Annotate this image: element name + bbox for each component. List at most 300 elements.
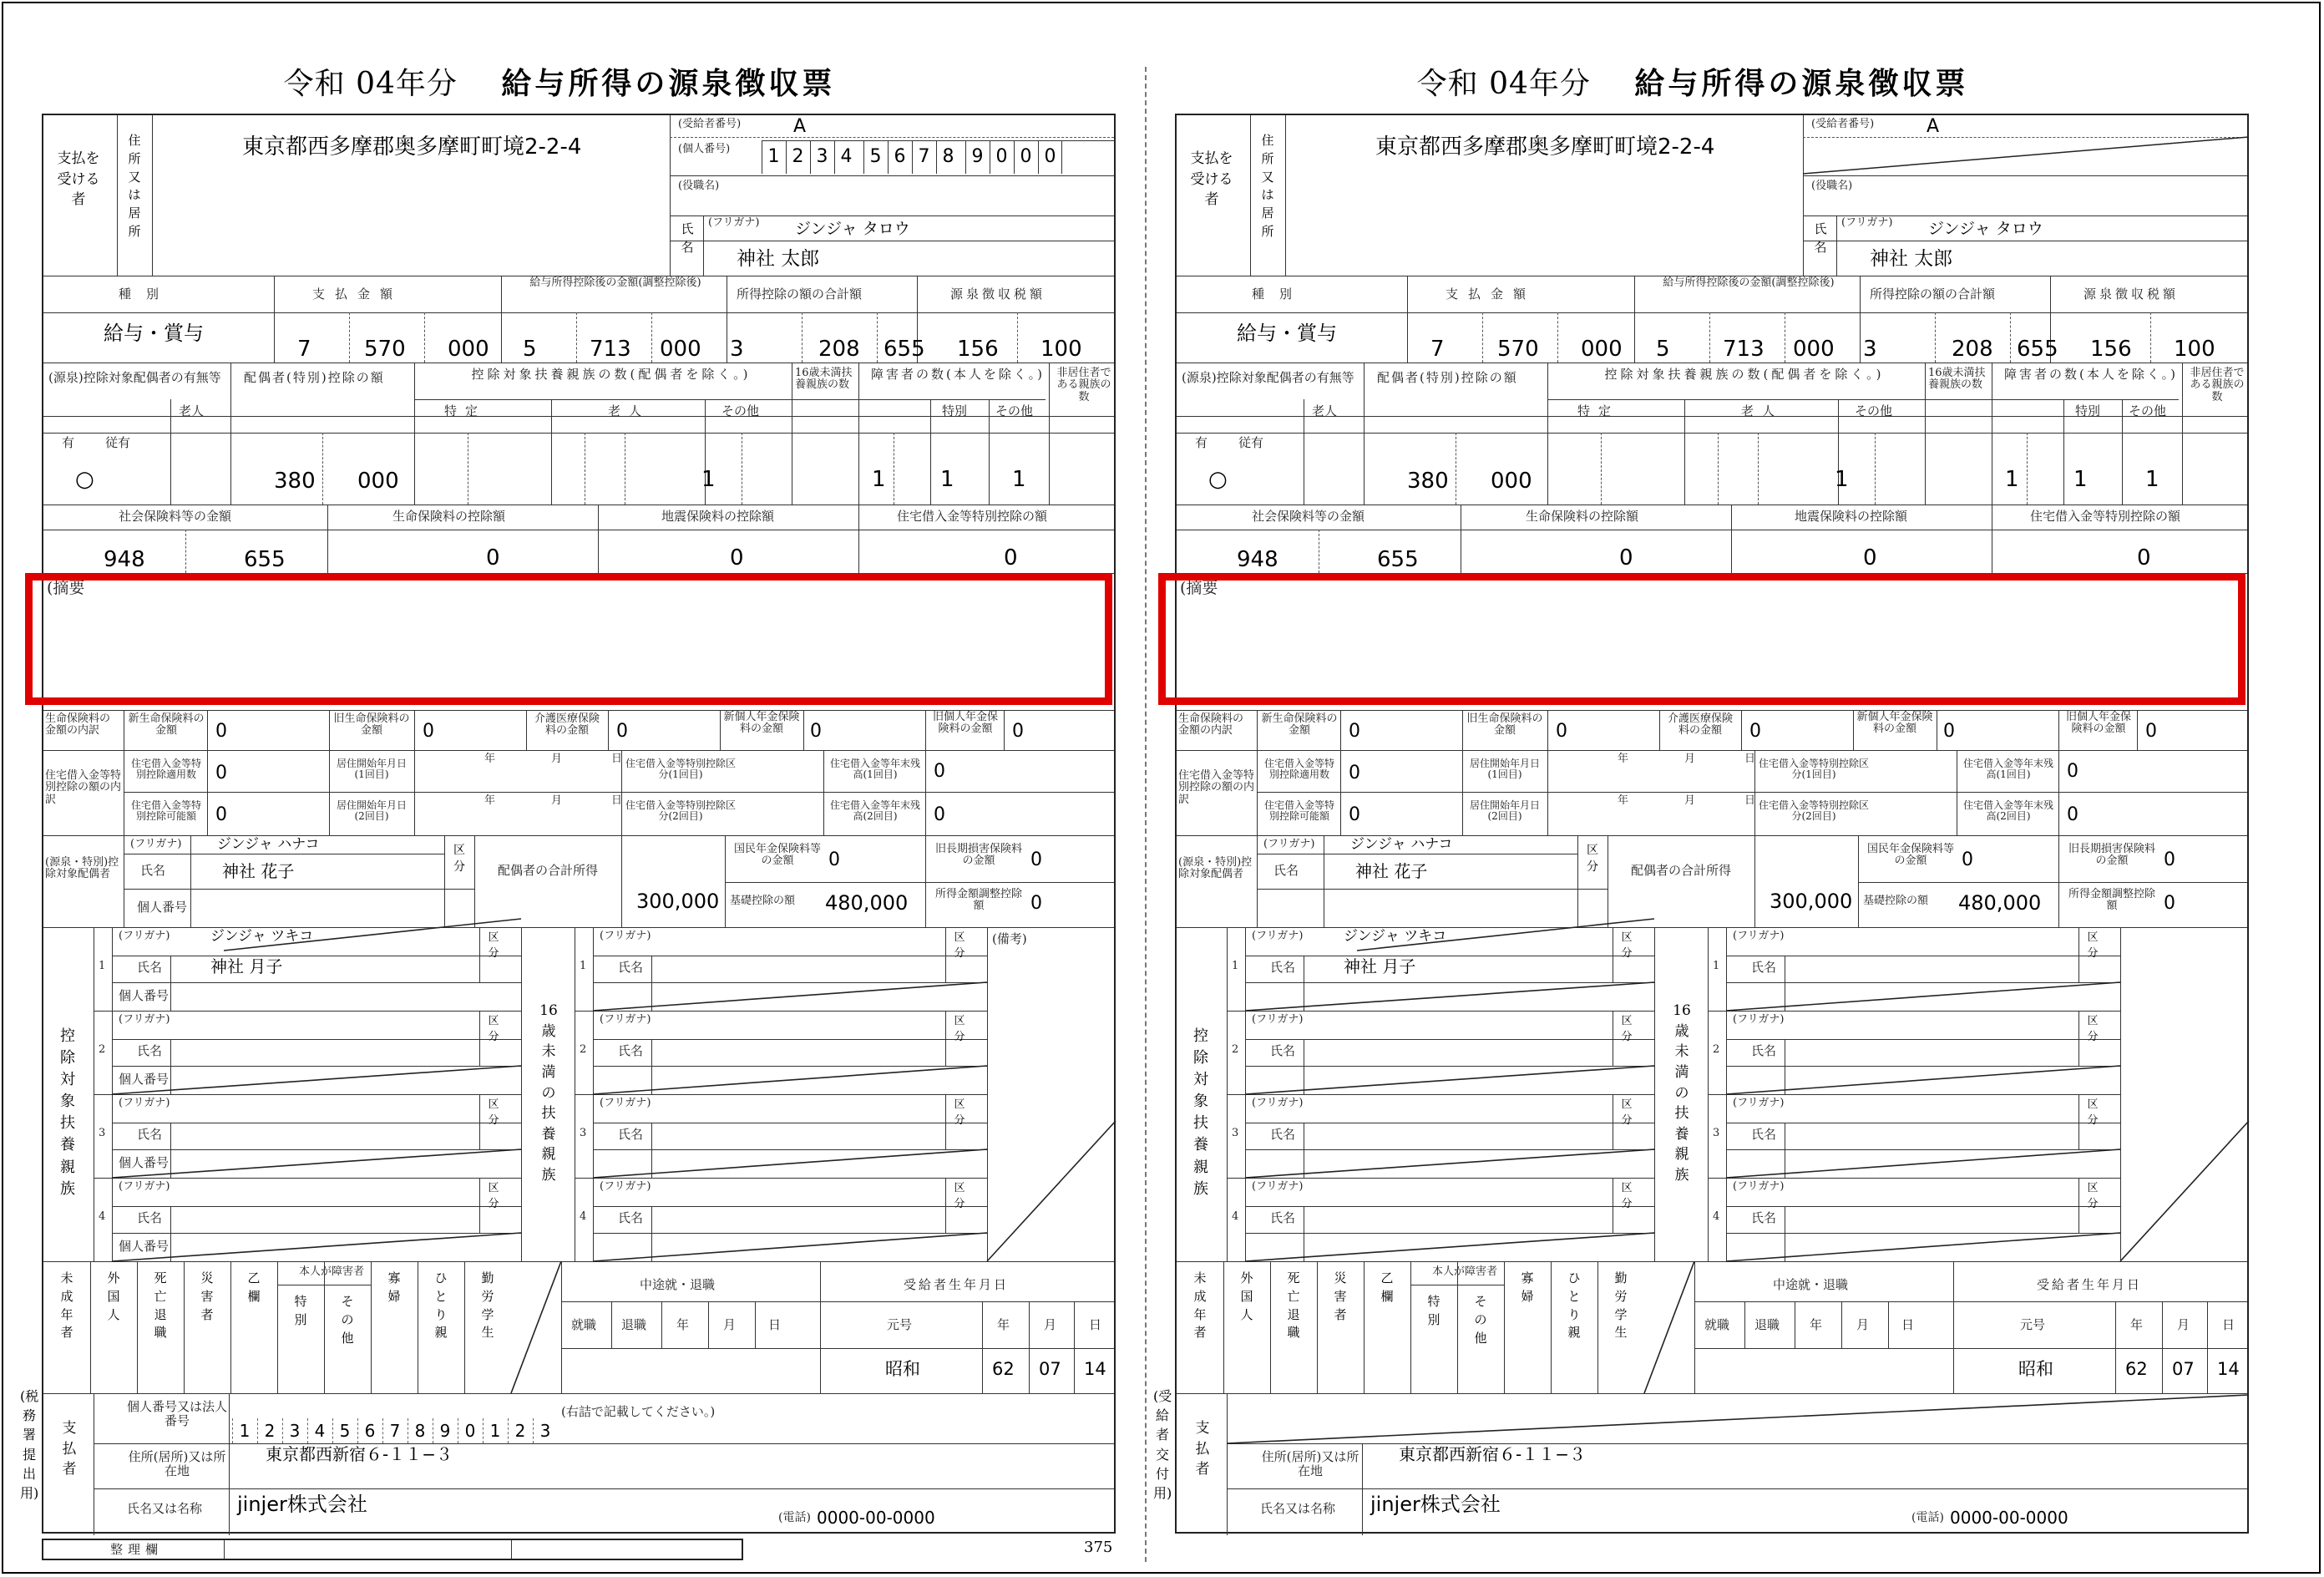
- spouse-name: 神社 花子: [1355, 861, 1428, 881]
- residence-start2-label: 居住開始年月日(2回目): [336, 799, 407, 823]
- month-label-1: 月: [1684, 753, 1696, 765]
- housing-years-label: 住宅借入金等特別控除適用数: [1263, 758, 1334, 781]
- flag-label: 乙欄: [247, 1270, 261, 1304]
- specific-label: 特定: [1577, 403, 1620, 418]
- type-value: 給与・賞与: [1237, 322, 1337, 345]
- personal-no-digit: 2: [786, 140, 809, 174]
- spouse-furigana-label: (フリガナ): [1263, 838, 1315, 850]
- housing-possible-label: 住宅借入金等特別控除可能額: [1263, 799, 1334, 823]
- deduction-units: 655: [2017, 337, 2058, 362]
- spouse-section-label: (源泉・特別)控除対象配偶者: [45, 856, 119, 881]
- right-row-number: 3: [580, 1127, 587, 1139]
- dependent-personal-no-label: 個人番号: [119, 1155, 170, 1170]
- dependent-name-label: 氏名: [618, 1127, 644, 1142]
- dependent-furigana-label: (フリガナ): [600, 1180, 651, 1193]
- payer-no-digit: 1: [483, 1418, 507, 1443]
- form-title: [1133, 60, 2252, 103]
- flag-strike-line: [43, 115, 1117, 1535]
- dependent-furigana-label: (フリガナ): [600, 1097, 651, 1109]
- dependent-name-label: 氏名: [1270, 1210, 1296, 1225]
- birth-year: 62: [992, 1359, 1015, 1379]
- birth-label: 受給者生年月日: [904, 1277, 1010, 1292]
- spouse-income-label: 配偶者の合計所得: [1630, 863, 1731, 878]
- tel-label: (電話): [778, 1511, 811, 1524]
- flag-label: 特別: [294, 1294, 307, 1327]
- personal-no-digit: 8: [936, 140, 959, 174]
- furigana-value: ジンジャ タロウ: [1928, 220, 2043, 238]
- housing-kind2-label: 住宅借入金等特別控除区分(2回目): [625, 799, 736, 823]
- payer-label: 支払者: [62, 1420, 77, 1478]
- birth-year: 62: [2125, 1359, 2148, 1379]
- payment-label: 支払金額: [312, 286, 403, 302]
- mid-day-label: 日: [768, 1317, 782, 1332]
- flag-label: 寡婦: [1521, 1270, 1534, 1304]
- spouse-name-label: 氏名: [140, 863, 166, 878]
- dependent-name-label: 氏名: [137, 1127, 163, 1142]
- dependent-kubun-label: 区分: [954, 1182, 965, 1210]
- day-label-2: 日: [1744, 794, 1756, 807]
- after-deduction-label: 給与所得控除後の金額(調整控除後): [1663, 276, 1835, 289]
- side-label: (税務署提出用): [20, 1388, 39, 1501]
- payment-label: 支払金額: [1446, 286, 1537, 302]
- furigana-value: ジンジャ タロウ: [795, 220, 910, 238]
- payer-addr-label: 住所(居所)又は所在地: [128, 1449, 226, 1478]
- spouse-section-label: (源泉・特別)控除対象配偶者: [1178, 856, 1253, 881]
- dependent-furigana-label: (フリガナ): [1733, 1180, 1785, 1193]
- name-value: 神社 太郎: [1870, 248, 1953, 270]
- dependent-kubun-label: 区分: [954, 931, 965, 960]
- year-label-1: 年: [1618, 753, 1629, 765]
- other-label: その他: [722, 403, 760, 418]
- dependent-name-label: 氏名: [618, 1210, 644, 1225]
- dependent-furigana-label: (フリガナ): [119, 1097, 170, 1109]
- social-label: 社会保険料等の金額: [1252, 509, 1365, 524]
- dependent-furigana-label: (フリガナ): [119, 1013, 170, 1026]
- flag-label: 死亡退職: [154, 1270, 167, 1341]
- elderly2-label: 老人: [608, 403, 651, 418]
- payer-no-digit: 9: [433, 1418, 457, 1443]
- dependents-label: 控除対象扶養親族の数(配偶者を除く。): [471, 367, 752, 382]
- housing-years-value: 0: [215, 763, 227, 783]
- dependent-personal-no-label: 個人番号: [119, 1072, 170, 1087]
- birth-day-label: 日: [1089, 1317, 1102, 1332]
- dependents-section-label: 控除対象扶養親族: [60, 1027, 75, 1198]
- housing-balance1-value: 0: [2067, 761, 2078, 782]
- right-row-number: 2: [580, 1043, 587, 1056]
- day-label-1: 日: [611, 753, 623, 765]
- era-label: 元号: [2020, 1317, 2046, 1332]
- recipient-no: A: [793, 116, 807, 137]
- dependent-kubun-label: 区分: [488, 1182, 499, 1210]
- address-value: 東京都西多摩郡奥多摩町町境2-2-4: [1375, 134, 1715, 160]
- personal-no-digit: 3: [810, 140, 833, 174]
- day-label-2: 日: [611, 794, 623, 807]
- social-units: 655: [1377, 547, 1419, 572]
- dependent-furigana-label: (フリガナ): [600, 1013, 651, 1026]
- ins-breakdown-label: 生命保険料の金額の内訳: [45, 712, 111, 738]
- year-label-2: 年: [484, 794, 496, 807]
- left-row-number: 1: [99, 960, 106, 972]
- flag-label: 外国人: [107, 1270, 120, 1322]
- dependent-name-label: 氏名: [1270, 960, 1296, 975]
- month-label-2: 月: [1684, 794, 1696, 807]
- retire-label: 退職: [1754, 1317, 1780, 1332]
- flag-label: その他: [1474, 1294, 1487, 1346]
- new-life-label: 新生命保険料の金額: [1261, 712, 1338, 738]
- dependent-name-label: 氏名: [618, 960, 644, 975]
- nonresident-label: 非居住者である親族の数: [2190, 367, 2245, 403]
- self-disabled-label: 本人が障害者: [299, 1265, 365, 1278]
- payment-millions: 7: [1430, 337, 1445, 362]
- month-label-1: 月: [551, 753, 563, 765]
- payment-millions: 7: [297, 337, 311, 362]
- dependent-kubun-label: 区分: [954, 1015, 965, 1043]
- era-label: 元号: [887, 1317, 913, 1332]
- mid-day-label: 日: [1901, 1317, 1915, 1332]
- new-life-value: 0: [1349, 721, 1360, 742]
- payment-units: 000: [1581, 337, 1623, 362]
- care-label: 介護医療保険料の金額: [1667, 712, 1733, 738]
- flag-label: 乙欄: [1380, 1270, 1394, 1304]
- subordinate-label: 従有: [1238, 435, 1264, 450]
- tax-units: 100: [1040, 337, 1082, 362]
- personal-no-digit: 0: [990, 140, 1013, 174]
- spouse-ded-units: 000: [1491, 469, 1532, 494]
- dependent-furigana-label: (フリガナ): [1252, 1097, 1304, 1109]
- personal-no-digit: 7: [912, 140, 935, 174]
- after-deduction-label: 給与所得控除後の金額(調整控除後): [529, 276, 701, 289]
- dependents-other-count: 1: [701, 467, 716, 492]
- recipient-no: A: [1927, 116, 1940, 137]
- adjust-label: 所得金額調整控除額: [2068, 888, 2155, 913]
- dependent-name-label: 氏名: [137, 1043, 163, 1058]
- care-label: 介護医療保険料の金額: [534, 712, 600, 738]
- spouse-mark: ○: [75, 467, 94, 492]
- residence-start2-label: 居住開始年月日(2回目): [1469, 799, 1540, 823]
- old-pension-label: 旧個人年金保険料の金額: [932, 711, 998, 736]
- dependent1-name: 神社 月子: [1344, 956, 1416, 976]
- form-grid: [42, 114, 1116, 1534]
- dependent-kubun-label: 区分: [2087, 931, 2099, 960]
- name-label: 氏名: [1814, 221, 1827, 255]
- housing-kind1-label: 住宅借入金等特別控除区分(1回目): [1758, 758, 1869, 781]
- dependents-label: 控除対象扶養親族の数(配偶者を除く。): [1604, 367, 1885, 382]
- deduction-total-label: 所得控除の額の合計額: [1870, 286, 1996, 302]
- spouse-deduction-label: 配偶者(特別)控除の額: [1377, 370, 1518, 385]
- left-row-number: 2: [1232, 1043, 1239, 1056]
- disabled-special-count: 1: [2073, 467, 2088, 492]
- new-pension-label: 新個人年金保険料の金額: [1856, 711, 1933, 736]
- old-long-label: 旧長期損害保険料の金額: [934, 843, 1022, 868]
- birth-month: 07: [1039, 1359, 1061, 1379]
- deduction-total-label: 所得控除の額の合計額: [737, 286, 863, 302]
- withholding-slip-tax-office: [0, 0, 1119, 1577]
- dependent-kubun-label: 区分: [1621, 931, 1633, 960]
- housing-kind2-label: 住宅借入金等特別控除区分(2回目): [1758, 799, 1869, 823]
- employ-label: 就職: [1704, 1317, 1730, 1332]
- left-row-number: 2: [99, 1043, 106, 1056]
- mid-year-label: 年: [1810, 1317, 1823, 1332]
- birth-year-label: 年: [997, 1317, 1010, 1332]
- dependent-furigana-label: (フリガナ): [600, 930, 651, 942]
- spouse-mark: ○: [1208, 467, 1228, 492]
- dependent-kubun-label: 区分: [954, 1098, 965, 1127]
- after-thousands: 713: [1723, 337, 1765, 362]
- withholding-slip-recipient: [1133, 0, 2252, 1577]
- spouse-income: 300,000: [636, 890, 720, 913]
- birth-day: 14: [1084, 1359, 1106, 1379]
- personal-no-label: (個人番号): [678, 143, 731, 155]
- position-label: (役職名): [678, 180, 720, 192]
- old-long: 0: [2164, 849, 2175, 870]
- disabled-label: 障害者の数(本人を除く。): [2004, 367, 2178, 382]
- special-label: 特別: [942, 403, 968, 418]
- month-label-2: 月: [551, 794, 563, 807]
- old-pension-value: 0: [2145, 721, 2157, 742]
- payment-thousands: 570: [1497, 337, 1539, 362]
- right-row-number: 1: [580, 960, 587, 972]
- yes-label: 有: [1195, 435, 1208, 450]
- payer-no-digit: 3: [533, 1418, 557, 1443]
- dependent-name-label: 氏名: [1751, 1127, 1777, 1142]
- nonresident-label: 非居住者である親族の数: [1056, 367, 1111, 403]
- tax-label: 源泉徴収税額: [2083, 286, 2180, 302]
- payer-name: jinjer株式会社: [1370, 1493, 1501, 1516]
- right-row-number: 4: [1713, 1210, 1720, 1223]
- flag-label: 災害者: [200, 1270, 214, 1322]
- address-label: 住所又は居所: [1261, 133, 1274, 239]
- spouse-name: 神社 花子: [222, 861, 295, 881]
- care-value: 0: [616, 721, 628, 742]
- basic-label: 基礎控除の額: [730, 895, 796, 907]
- specific-label: 特定: [444, 403, 487, 418]
- spouse-ded-thousands: 380: [1407, 469, 1449, 494]
- dependent-kubun-label: 区分: [1621, 1098, 1633, 1127]
- special-label: 特別: [2075, 403, 2101, 418]
- spouse-furigana-label: (フリガナ): [130, 838, 182, 850]
- other-label: その他: [1855, 403, 1893, 418]
- flag-label: 外国人: [1240, 1270, 1253, 1322]
- spouse-furigana: ジンジャ ハナコ: [1350, 836, 1453, 853]
- payer-no-void-line: [1177, 115, 2251, 1535]
- midyear-label: 中途就・退職: [1773, 1277, 1849, 1292]
- flag-label: 特別: [1427, 1294, 1440, 1327]
- national-pension: 0: [828, 849, 840, 870]
- basic-value: 480,000: [1958, 891, 2042, 915]
- social-thousands: 948: [1237, 547, 1278, 572]
- dependent-kubun-label: 区分: [488, 931, 499, 960]
- payer-no-digit: 7: [382, 1418, 407, 1443]
- dependent-name-label: 氏名: [137, 960, 163, 975]
- after-units: 000: [1793, 337, 1835, 362]
- housing-breakdown-label: 住宅借入金等特別控除の額の内訳: [45, 769, 122, 806]
- personal-no-digit: 6: [888, 140, 911, 174]
- dependent1-name: 神社 月子: [210, 956, 283, 976]
- payment-units: 000: [448, 337, 489, 362]
- title-era: 令和: [1416, 67, 1479, 101]
- housing-balance2-value: 0: [2067, 804, 2078, 825]
- flag-label: 勤労学生: [481, 1270, 494, 1341]
- dependent-name-label: 氏名: [618, 1043, 644, 1058]
- dependent-furigana-label: (フリガナ): [1252, 1013, 1304, 1026]
- elderly-label: 老人: [1312, 403, 1338, 418]
- personal-no-digit: 4: [834, 140, 858, 174]
- dependent-personal-no-label: 個人番号: [119, 1239, 170, 1254]
- old-long-label: 旧長期損害保険料の金額: [2068, 843, 2155, 868]
- housing-label: 住宅借入金等特別控除の額: [897, 509, 1048, 524]
- memo-label: (摘要: [47, 579, 85, 597]
- title-year: 04年分: [1489, 67, 1591, 101]
- year-label-2: 年: [1618, 794, 1629, 807]
- payer-no-digit: 2: [257, 1418, 281, 1443]
- deduction-millions: 3: [730, 337, 744, 362]
- disabled-other-count: 1: [1012, 467, 1026, 492]
- under16-label: 16歳未満扶養親族の数: [1928, 367, 1986, 392]
- dependent-furigana-label: (フリガナ): [1733, 1013, 1785, 1026]
- payer-no-digit: 2: [508, 1418, 532, 1443]
- basic-value: 480,000: [825, 891, 909, 915]
- dependent-name-label: 氏名: [1270, 1127, 1296, 1142]
- personal-no-digit: 5: [863, 140, 887, 174]
- social-label: 社会保険料等の金額: [119, 509, 232, 524]
- dependent-kubun-label: 区分: [2087, 1182, 2099, 1210]
- disabled-other-count: 1: [2145, 467, 2159, 492]
- page-number: 375: [1084, 1539, 1113, 1556]
- position-label: (役職名): [1811, 180, 1853, 192]
- spouse-label: (源泉)控除対象配偶者の有無等: [48, 370, 221, 385]
- spouse-ded-thousands: 380: [274, 469, 316, 494]
- title-main: 給与所得の源泉徴収票: [501, 67, 836, 101]
- payer-no-digit: 6: [357, 1418, 382, 1443]
- dependent-furigana-label: (フリガナ): [1252, 930, 1304, 942]
- name-value: 神社 太郎: [737, 248, 820, 270]
- payer-addr-label: 住所(居所)又は所在地: [1261, 1449, 1359, 1478]
- ins-breakdown-label: 生命保険料の金額の内訳: [1178, 712, 1244, 738]
- dependent-kubun-label: 区分: [488, 1098, 499, 1127]
- adjust-value: 0: [2164, 893, 2175, 914]
- tel-label: (電話): [1911, 1511, 1944, 1524]
- title-year: 04年分: [356, 67, 458, 101]
- life-label: 生命保険料の控除額: [392, 509, 506, 524]
- spouse-deduction-label: 配偶者(特別)控除の額: [244, 370, 385, 385]
- side-label: (受給者交付用): [1153, 1388, 1172, 1501]
- housing-balance1-label: 住宅借入金等年末残高(1回目): [829, 758, 920, 781]
- furigana-label: (フリガナ): [708, 216, 760, 229]
- mid-month-label: 月: [723, 1317, 737, 1332]
- tax-units: 100: [2174, 337, 2215, 362]
- adjust-label: 所得金額調整控除額: [934, 888, 1022, 913]
- housing-kind1-label: 住宅借入金等特別控除区分(1回目): [625, 758, 736, 781]
- old-life-label: 旧生命保険料の金額: [1466, 712, 1543, 738]
- dependent-furigana-label: (フリガナ): [119, 1180, 170, 1193]
- address-label: 住所又は居所: [128, 133, 141, 239]
- under16-section-label: 16歳未満の扶養親族: [1673, 1002, 1691, 1184]
- old-life-label: 旧生命保険料の金額: [333, 712, 410, 738]
- left-row-number: 4: [1232, 1210, 1239, 1223]
- self-disabled-label: 本人が障害者: [1432, 1265, 1498, 1278]
- spouse-income-label: 配偶者の合計所得: [497, 863, 598, 878]
- old-pension-value: 0: [1012, 721, 1024, 742]
- payer-name: jinjer株式会社: [237, 1493, 367, 1516]
- housing-years-value: 0: [1349, 763, 1360, 783]
- quake-value: 0: [1863, 545, 1877, 570]
- dependent-kubun-label: 区分: [488, 1015, 499, 1043]
- new-life-value: 0: [215, 721, 227, 742]
- left-row-number: 3: [99, 1127, 106, 1139]
- left-row-number: 3: [1232, 1127, 1239, 1139]
- old-pension-label: 旧個人年金保険料の金額: [2065, 711, 2131, 736]
- elderly2-label: 老人: [1741, 403, 1784, 418]
- office-use-box: [42, 1539, 743, 1560]
- other2-label: その他: [995, 403, 1034, 418]
- title-era: 令和: [283, 67, 346, 101]
- spouse-kubun-label: 区分: [453, 844, 465, 875]
- care-value: 0: [1749, 721, 1761, 742]
- housing-balance1-label: 住宅借入金等年末残高(1回目): [1962, 758, 2053, 781]
- housing-breakdown-label: 住宅借入金等特別控除の額の内訳: [1178, 769, 1255, 806]
- housing-value: 0: [2137, 545, 2151, 570]
- payer-addr: 東京都西新宿６-１１−３: [1399, 1444, 1586, 1464]
- after-units: 000: [660, 337, 701, 362]
- left-row-number: 1: [1232, 960, 1239, 972]
- life-value: 0: [1619, 545, 1633, 570]
- payee-label: 支払を受ける者: [57, 150, 100, 209]
- tax-label: 源泉徴収税額: [950, 286, 1046, 302]
- personal-no-digit: 0: [1038, 140, 1062, 174]
- dependent-kubun-label: 区分: [1621, 1182, 1633, 1210]
- right-row-number: 3: [1713, 1127, 1720, 1139]
- subordinate-label: 従有: [105, 435, 131, 450]
- payer-no-digit: 0: [458, 1418, 482, 1443]
- dependent-personal-no-label: 個人番号: [119, 988, 170, 1003]
- birth-era: 昭和: [885, 1359, 920, 1379]
- yes-label: 有: [62, 435, 75, 450]
- housing-balance2-value: 0: [934, 804, 945, 825]
- dependent-name-label: 氏名: [137, 1210, 163, 1225]
- notes-label: (備考): [992, 931, 1027, 946]
- housing-years-label: 住宅借入金等特別控除適用数: [130, 758, 201, 781]
- payer-name-label: 氏名又は名称: [1260, 1501, 1336, 1516]
- flag-label: その他: [341, 1294, 354, 1346]
- under16-count: 1: [872, 467, 886, 492]
- housing-balance2-label: 住宅借入金等年末残高(2回目): [829, 799, 920, 823]
- furigana-label: (フリガナ): [1841, 216, 1893, 229]
- life-label: 生命保険料の控除額: [1526, 509, 1639, 524]
- spouse-name-label: 氏名: [1273, 863, 1299, 878]
- payer-no-digit: 5: [332, 1418, 357, 1443]
- employ-label: 就職: [571, 1317, 597, 1332]
- quake-label: 地震保険料の控除額: [1795, 509, 1908, 524]
- under16-count: 1: [2005, 467, 2019, 492]
- new-pension-value: 0: [1943, 721, 1955, 742]
- old-long: 0: [1030, 849, 1042, 870]
- new-life-label: 新生命保険料の金額: [128, 712, 205, 738]
- right-row-number: 1: [1713, 960, 1720, 972]
- flag-label: ひとり親: [1567, 1270, 1581, 1341]
- mid-month-label: 月: [1856, 1317, 1870, 1332]
- dependent-furigana-label: (フリガナ): [1733, 930, 1785, 942]
- personal-no-digit: 1: [762, 140, 785, 174]
- birth-year-label: 年: [2130, 1317, 2144, 1332]
- payer-no-note: (右詰で記載してください。): [561, 1404, 716, 1419]
- housing-label: 住宅借入金等特別控除の額: [2030, 509, 2181, 524]
- national-pension-label: 国民年金保険料等の金額: [1866, 843, 1954, 868]
- other2-label: その他: [2129, 403, 2167, 418]
- type-label: 種別: [1252, 286, 1308, 302]
- deduction-units: 655: [884, 337, 925, 362]
- housing-possible-label: 住宅借入金等特別控除可能額: [130, 799, 201, 823]
- tel-value: 0000-00-0000: [1950, 1508, 2068, 1528]
